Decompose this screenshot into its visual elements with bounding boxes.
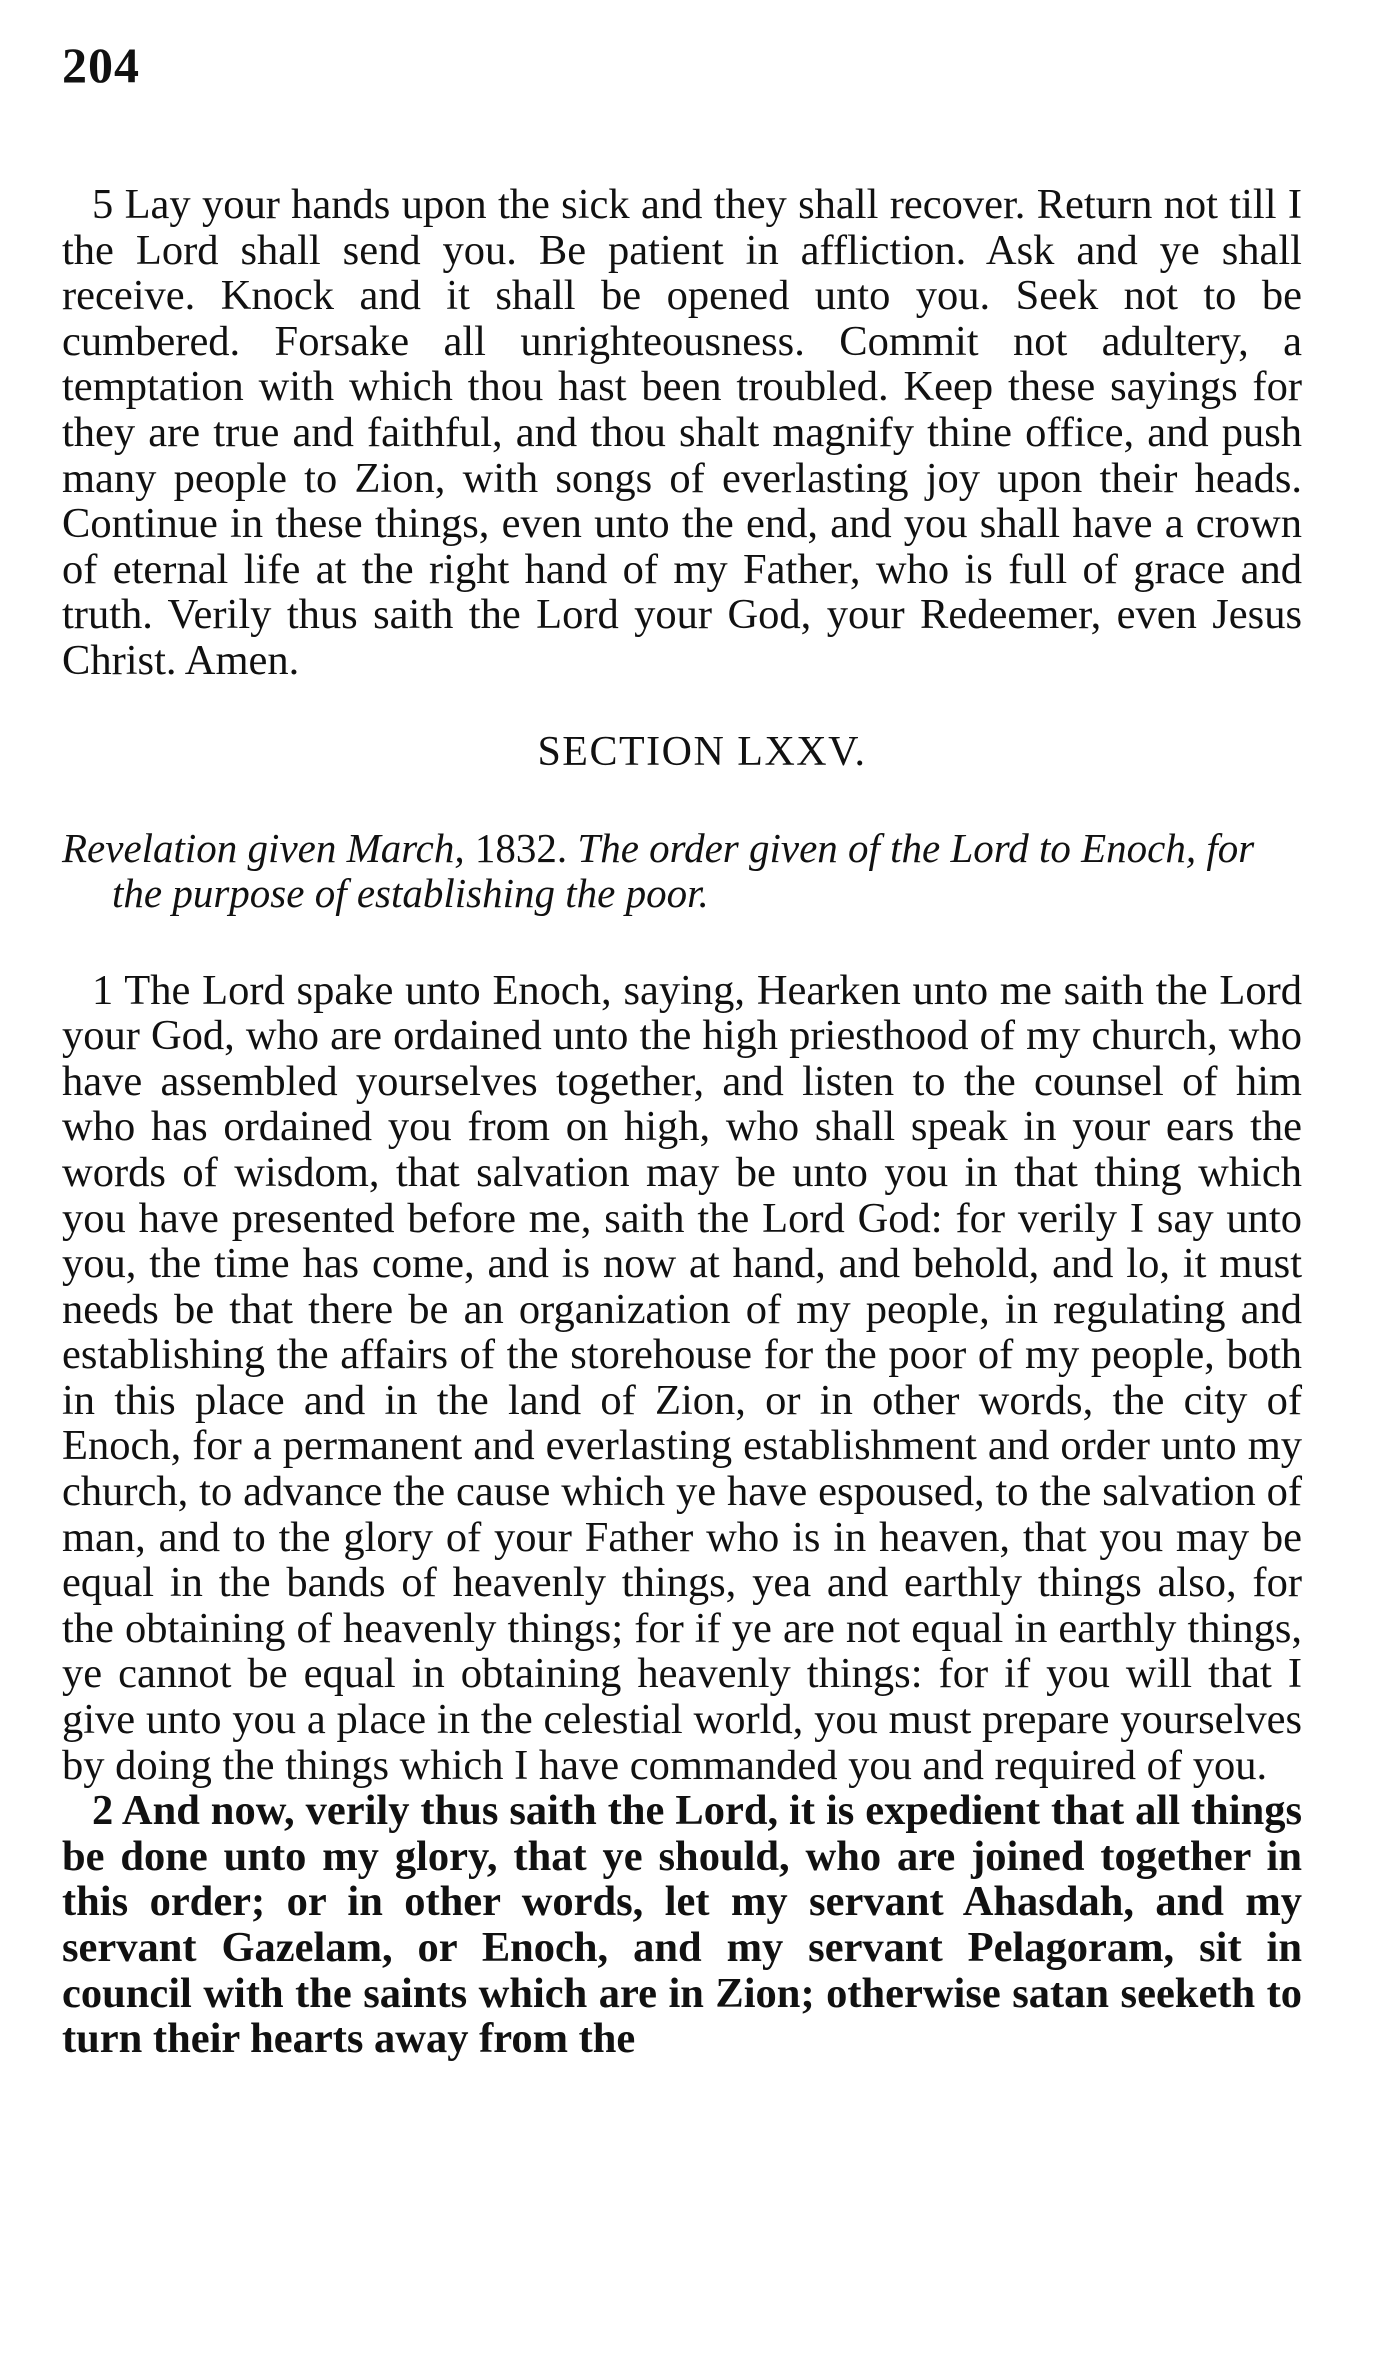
paragraph-verse-1: 1 The Lord spake unto Enoch, saying, Hearken unto me saith the Lord your God, who are ordained unto the high priesthood of my church, who have assembled yourselves together, and listen to the counsel of him who has ordained you from on high, who shall speak in your ears the words of wisdom, that salvation may be unto you in that thing which you have presented before me, saith the Lord God: for verily I say unto you, the time has come, and is now at hand, and behold, and lo, it must needs be that there be an organization of my people, in regulating and establishing the affairs of the storehouse for the poor of my people, both in this place and in the land of Zion, or in other words, the city of Enoch, for a permanent and everlasting establishment and order unto my church, to advance the cause which ye have espoused, to the salvation of man, and to the glory of your Father who is in heaven, that you may be equal in the bands of heavenly things, yea and earthly things also, for the obtaining of heavenly things; for if ye are not equal in earthly things, ye cannot be equal in obtaining heavenly things: for if you will that I give unto you a place in the celestial world, you must prepare yourselves by doing the things which I have commanded you and required of you.: [62, 966, 1302, 1789]
document-page: [62, 37, 1302, 2063]
section-intro-part2: The order given of the Lord to Enoch, for the purpose of establishing the poor.: [112, 824, 1255, 916]
page-number: 204: [62, 37, 140, 93]
section-intro-part1: Revelation given March,: [62, 824, 475, 871]
section-intro: [62, 826, 1302, 916]
section-intro-year: 1832.: [474, 824, 568, 871]
paragraph-verse-5: 5 Lay your hands upon the sick and they shall recover. Return not till I the Lord shall send you. Be patient in affliction. Ask and ye shall receive. Knock and it shall be opened unto you. Seek not to be cumbered. Forsake all unrighteousness. Commit not adultery, a temptation with which thou hast been troubled. Keep these sayings for they are true and faithful, and thou shalt magnify thine office, and push many people to Zion, with songs of everlasting joy upon their heads. Continue in these things, even unto the end, and you shall have a crown of eternal life at the right hand of my Father, who is full of grace and truth. Verily thus saith the Lord your God, your Redeemer, even Jesus Christ. Amen.: [62, 181, 1302, 684]
section-heading: SECTION LXXV.: [537, 728, 867, 775]
paragraph-verse-2: 2 And now, verily thus saith the Lord, it is expedient that all things be done unto my glory, that ye should, who are joined together in this order; or in other words, let my servant Ahasdah, and my servant Gazelam, or Enoch, and my servant Pelagoram, sit in council with the saints which are in Zion; otherwise satan seeketh to turn their hearts away from the: [62, 1787, 1302, 2063]
